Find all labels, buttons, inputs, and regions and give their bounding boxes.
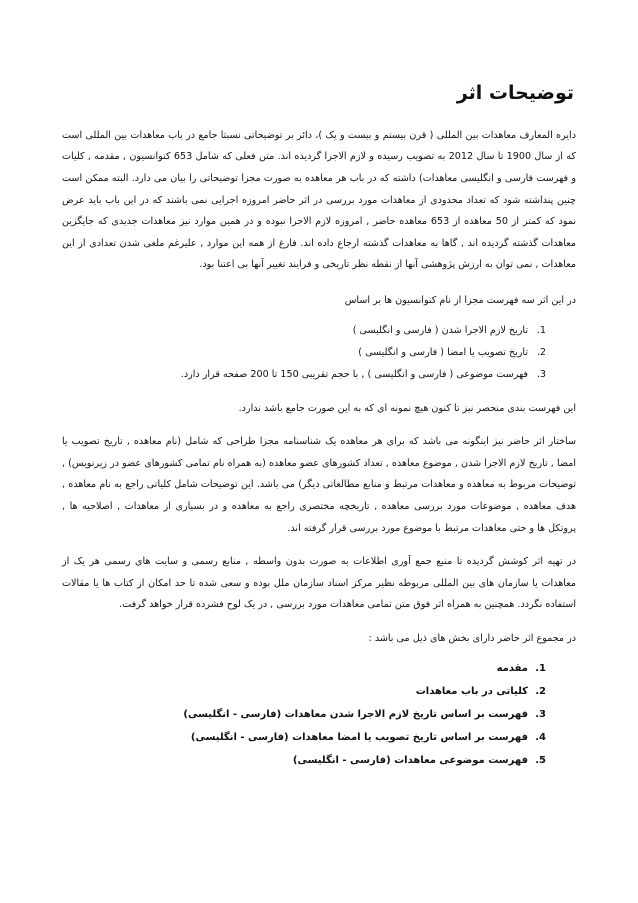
list-item: 2. کلیاتی در باب معاهدات (415, 686, 546, 698)
list-item: 1. مقدمه (496, 663, 546, 675)
list-intro: در این اثر سه فهرست مجزا از نام کنوانسیون ها بر اساس (344, 294, 576, 306)
sections-list (62, 657, 576, 772)
intro-paragraph: دایره المعارف معاهدات بین المللی ( قرن بیستم و بیست و یک )، دائر بر توضیحاتی نسبتا جامع در باب معاهدات بین المللی است که از سال 1900 تا سال 2012 به تصویب رسیده و لازم الاجرا گردیده اند. متن فعلی که شامل 653 کنوانسیون , مقدمه , کلیات و فهرست فارسی و انگلیسی معاهدات) داشته که در باب هر معاهده به صورت مجزا توضیحاتی را بیان می دارد. البته ممکن است چنین پنداشته شود که تعداد محدودی از معاهدات مورد بررسی در اثر حاضر امروزه اجرایی نمی باشند که در این باب باید عرض نمود که کمتر از 50 معاهده از 653 معاهده حاضر , امروزه لازم الاجرا نبوده و در همین موارد نیز معاهدات جدیدی که جایگزین معاهدات گذشته گردیده اند , گاها به معاهدات گذشته ارجاع داده اند. فارغ از همه این موارد , علیرغم ملغی شدن تعدادی از این معاهدات , نمی توان به ارزش پژوهشی آنها از نقطه نظر تاریخی و فرایند تغییر آنها بی اعتنا بود. (62, 129, 576, 271)
index-list (62, 320, 576, 386)
list-item: 3. فهرست بر اساس تاریخ لازم الاجرا شدن معاهدات (فارسی - انگلیسی) (183, 709, 546, 721)
list-item: 5. فهرست موضوعی معاهدات (فارسی - انگلیسی) (292, 755, 546, 767)
list-item: 4. فهرست بر اساس تاریخ تصویب یا امضا معاهدات (فارسی - انگلیسی) (190, 732, 546, 744)
structure-paragraph: ساختار اثر حاضر نیز اینگونه می باشد که برای هر معاهده یک شناسنامه مجزا طراحی که شامل (نام معاهده , تاریخ تصویب یا امضا , تاریخ لازم الاجرا شدن , موضوع معاهده , تعداد کشورهای عضو معاهده (به همراه نام تمامی کشورهای عضو در زیرنویس) , توضیحات مربوط به معاهده و معاهدات مرتبط و منابع مطالعاتی دیگر) می باشد. این توضیحات شامل کلیاتی راجع به نام معاهده , هدف معاهده , موضوعات مورد بررسی معاهده , تاریخچه مختصری راجع به معاهده و در بسیاری از معاهدات , اصلاحیه ها , پروتکل ها و حتی معاهدات مرتبط با موضوع مورد بررسی قرار گرفته اند. (62, 436, 576, 534)
list-item: 1. تاریخ لازم الاجرا شدن ( فارسی و انگلیسی ) (352, 324, 546, 336)
note-paragraph: این فهرست بندی منحصر نیز تا کنون هیچ نمونه ای که به این صورت جامع باشد ندارد. (238, 402, 576, 414)
list-item: 3. فهرست موضوعی ( فارسی و انگلیسی ) , با حجم تقریبی 150 تا 200 صفحه قرار دارد. (180, 368, 546, 380)
sources-paragraph: در تهیه اثر کوشش گردیده تا منبع جمع آوری اطلاعات به صورت بدون واسطه , منابع رسمی و سایت های رسمی هر یک از معاهدات یا سازمان های بین المللی مربوطه نظیر مرکز اسناد سازمان ملل بوده و سعی شده تا حد امکان از کتاب ها یا مقالات استفاده نگردد. همچنین به همراه اثر فوق متن تمامی معاهدات مورد بررسی , در یک لوح فشرده قرار خواهد گرفت. (62, 556, 576, 611)
sections-intro: در مجموع اثر حاضر دارای بخش های ذیل می باشد : (368, 632, 576, 644)
page-title: توضیحات اثر (456, 82, 574, 104)
list-item: 2. تاریخ تصویب یا امضا ( فارسی و انگلیسی ) (358, 346, 546, 358)
